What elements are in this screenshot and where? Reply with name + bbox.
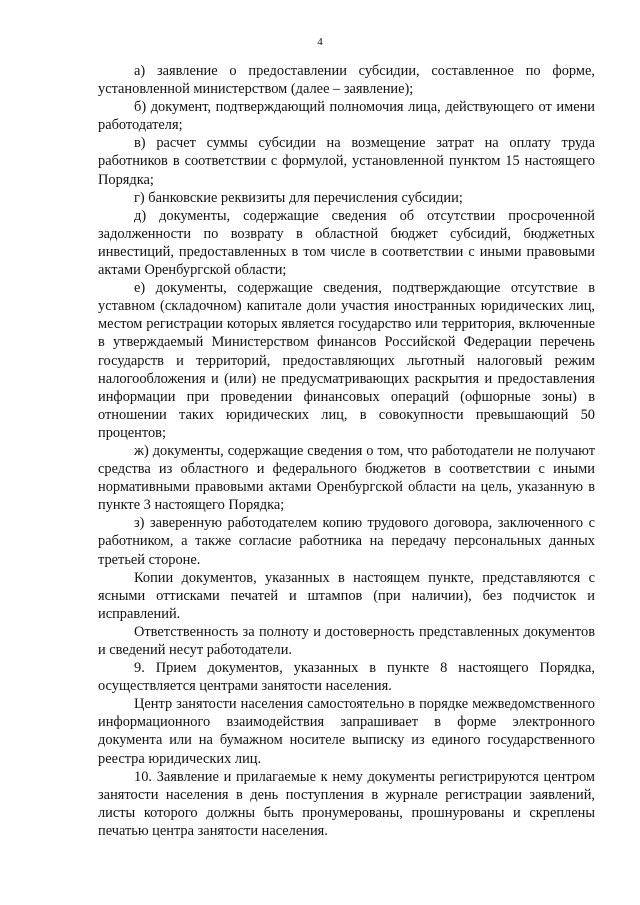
- paragraph-item-g: г) банковские реквизиты для перечисления субсидии;: [134, 189, 463, 206]
- paragraph-item-e: е) документы, содержащие сведения, подтверждающие отсутствие в уставном (складочном) капитале доли участия иностранных юридических лиц, местом регистрации которых является государство или территория, включенные в утверждаемый Министерством финансов Российской Федерации перечень государств и территорий, предоставляющих льготный налоговый режим налогообложения и (или) не предусматривающих раскрытия и предоставления информации при проведении финансовых операций (офшорные зоны) в отношении таких юридических лиц, в совокупности превышающий 50 процентов;: [98, 280, 595, 441]
- paragraph-item-b: б) документ, подтверждающий полномочия лица, действующего от имени работодателя;: [98, 99, 595, 134]
- paragraph-item-d: д) документы, содержащие сведения об отсутствии просроченной задолженности по возврату в областной бюджет субсидий, бюджетных инвестиций, предоставленных в том числе в соответствии с иными правовыми актами Оренбургской области;: [98, 207, 595, 279]
- paragraph-item-v: в) расчет суммы субсидии на возмещение затрат на оплату труда работников в соответствии с формулой, установленной пунктом 15 настоящего Порядка;: [98, 135, 595, 188]
- paragraph-copies: Копии документов, указанных в настоящем пункте, представляются с ясными оттисками печатей и штампов (при наличии), без подчисток и исправлений.: [98, 569, 595, 622]
- paragraph-item-zh: ж) документы, содержащие сведения о том, что работодатели не получают средства из областного и федерального бюджетов в соответствии с иными нормативными правовыми актами Оренбургской области на цель, указанную в пункте 3 настоящего Порядка;: [98, 442, 595, 514]
- paragraph-item-a: а) заявление о предоставлении субсидии, составленное по форме, установленной министерством (далее – заявление);: [98, 63, 595, 98]
- page-number: 4: [317, 36, 323, 48]
- paragraph-clause-10: 10. Заявление и прилагаемые к нему документы регистрируются центром занятости населения в день поступления в журнале регистрации заявлений, листы которого должны быть пронумерованы, прошнурованы и скреплены печатью центра занятости населения.: [98, 768, 595, 839]
- document-body: [98, 62, 595, 840]
- paragraph-responsibility: Ответственность за полноту и достоверность представленных документов и сведений несут работодатели.: [98, 623, 595, 658]
- paragraph-clause-9: 9. Прием документов, указанных в пункте 8 настоящего Порядка, осуществляется центрами занятости населения.: [98, 660, 595, 695]
- paragraph-item-z: з) заверенную работодателем копию трудового договора, заключенного с работником, а также согласие работника на передачу персональных данных третьей стороне.: [98, 515, 595, 568]
- paragraph-center-request: Центр занятости населения самостоятельно в порядке межведомственного информационного взаимодействия запрашивает в форме электронного документа или на бумажном носителе выписку из единого государственного реестра юридических лиц.: [98, 696, 595, 767]
